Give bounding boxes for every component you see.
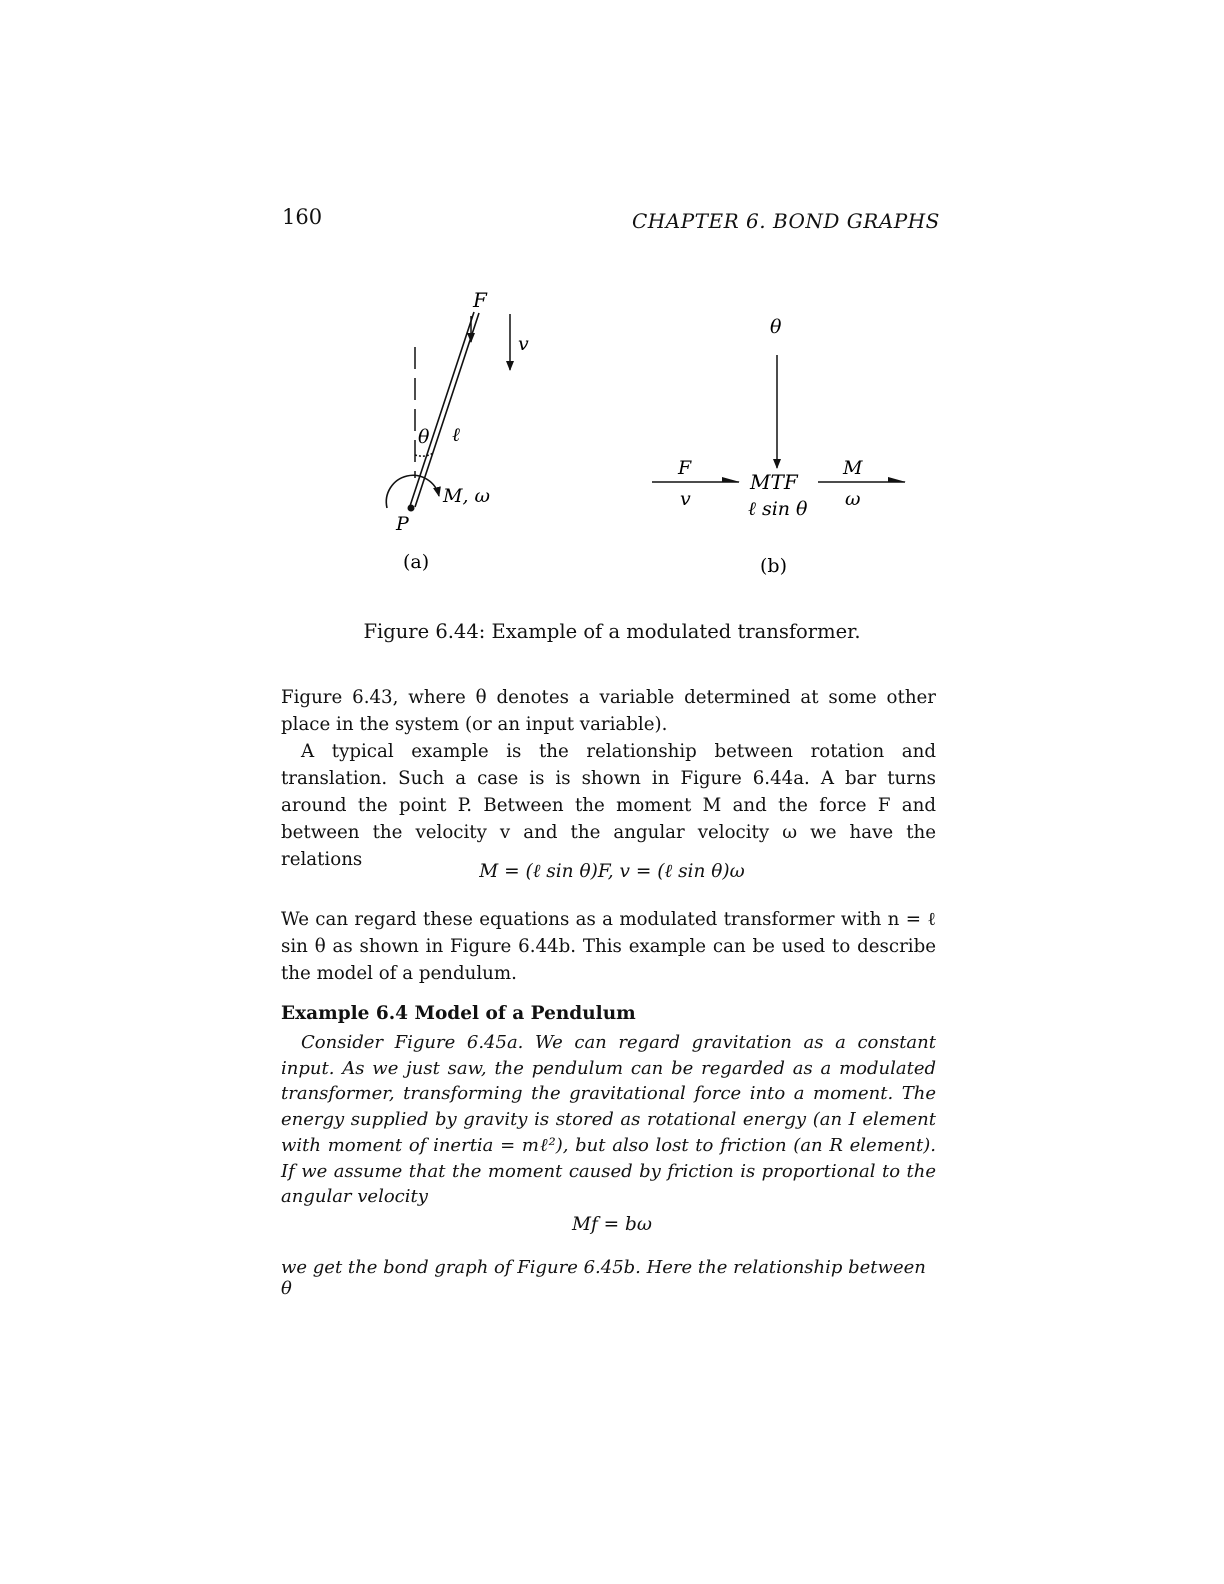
panel-a xyxy=(386,288,529,573)
panel-b xyxy=(652,316,905,577)
chapter-title: CHAPTER 6. BOND GRAPHS xyxy=(632,209,940,233)
figure-6-44 xyxy=(0,0,1224,600)
mtf-element: MTF xyxy=(750,470,798,494)
angle-arc xyxy=(415,453,433,456)
angle-label: θ xyxy=(418,426,430,448)
figure-caption: Figure 6.44: Example of a modulated transformer. xyxy=(363,620,861,643)
friction-equation: Mf = bω xyxy=(572,1214,652,1235)
paragraph-1: Figure 6.43, where θ denotes a variable determined at some other place in the system (or an input variable). xyxy=(281,687,936,735)
body-text xyxy=(281,684,936,873)
theta-signal-label: θ xyxy=(770,316,782,338)
example-body xyxy=(281,1030,936,1210)
example-title: Example 6.4 Model of a Pendulum xyxy=(281,1003,636,1024)
paragraph-2: A typical example is the relationship between rotation and translation. Such a case is is shown in Figure 6.44a. A bar turns around the point P. Between the moment M and the force F and between the velocity v and the angular velocity ω we have the relations xyxy=(281,741,936,870)
page-number: 160 xyxy=(282,205,323,229)
moment-arc xyxy=(386,475,439,508)
length-label: ℓ xyxy=(452,424,460,446)
panel-b-sublabel: (b) xyxy=(760,555,787,577)
equation-relations: M = (ℓ sin θ)F, v = (ℓ sin θ)ω xyxy=(479,861,745,882)
example-continuation: we get the bond graph of Figure 6.45b. Here the relationship between θ xyxy=(281,1257,926,1299)
velocity-label: v xyxy=(518,333,529,355)
pendulum-bar xyxy=(410,312,474,506)
right-flow-label: ω xyxy=(845,488,861,510)
moment-label: M, ω xyxy=(443,485,491,507)
panel-a-sublabel: (a) xyxy=(403,551,430,573)
force-label: F xyxy=(473,288,487,312)
left-effort-label: F xyxy=(678,457,692,479)
left-flow-label: v xyxy=(680,488,691,510)
pivot-label: P xyxy=(396,513,409,535)
right-effort-label: M xyxy=(843,457,863,479)
mtf-modulus: ℓ sin θ xyxy=(748,498,808,520)
paragraph-3: We can regard these equations as a modulated transformer with n = ℓ sin θ as shown in Figure 6.44b. This example can be used to describe the model of a pendulum. xyxy=(281,909,936,984)
example-paragraph: Consider Figure 6.45a. We can regard gravitation as a constant input. As we just saw, the pendulum can be regarded as a modulated transformer, transforming the gravitational force into a moment. The energy supplied by gravity is stored as rotational energy (an I element with moment of inertia = mℓ²), but also lost to friction (an R element). If we assume that the moment caused by friction is proportional to the angular velocity xyxy=(281,1032,936,1208)
pivot-point xyxy=(408,505,415,512)
